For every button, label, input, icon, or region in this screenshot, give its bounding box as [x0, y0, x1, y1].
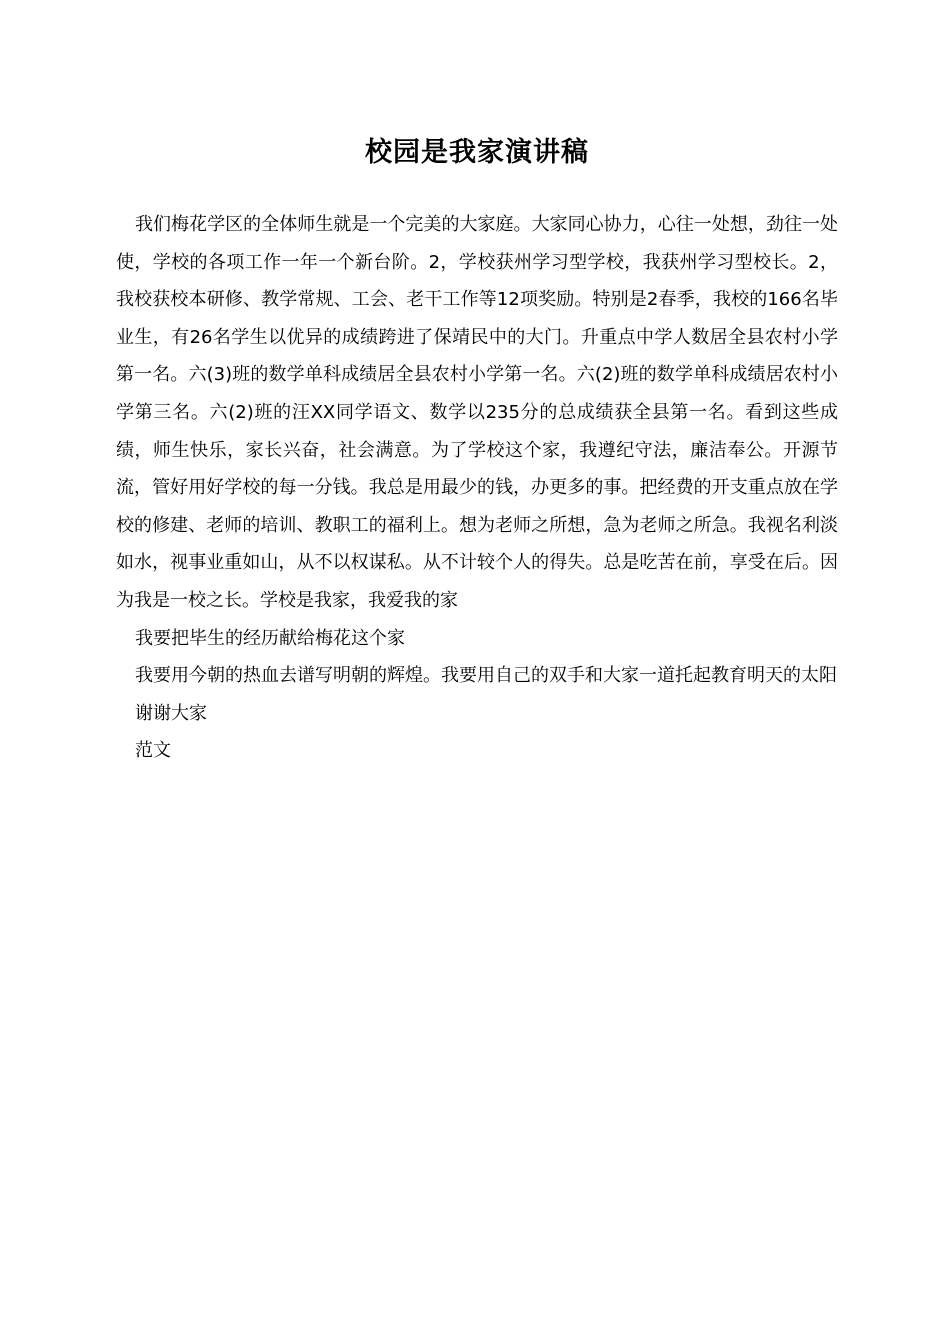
document-page [116, 0, 838, 1344]
paragraph-future: 我要用今朝的热血去谱写明朝的辉煌。我要用自己的双手和大家一道托起教育明天的太阳 [135, 665, 837, 687]
document-body [116, 206, 838, 770]
paragraph-thanks: 谢谢大家 [135, 702, 207, 724]
paragraph-achievements: 我们梅花学区的全体师生就是一个完美的大家庭。大家同心协力，心往一处想，劲往一处使，学校的各项工作一年一个新台阶。2，学校获州学习型学校，我获州学习型校长。2，我校获校本研修、教学常规、工会、老干工作等12项奖励。特别是2春季，我校的166名毕业生，有26名学生以优异的成绩跨进了保靖民中的大门。升重点中学人数居全县农村小学第一名。六(3)班的数学单科成绩居全县农村小学第一名。六(2)班的数学单科成绩居农村小学第三名。六(2)班的汪XX同学语文、数学以235分的总成绩获全县第一名。看到这些成绩，师生快乐，家长兴奋，社会满意。为了学校这个家，我遵纪守法，廉洁奉公。开源节流，管好用好学校的每一分钱。我总是用最少的钱，办更多的事。把经费的开支重点放在学校的修建、老师的培训、教职工的福利上。想为老师之所想，急为老师之所急。我视名利淡如水，视事业重如山，从不以权谋私。从不计较个人的得失。总是吃苦在前，享受在后。因为我是一校之长。学校是我家，我爱我的家 [116, 214, 838, 611]
paragraph-dedication: 我要把毕生的经历献给梅花这个家 [135, 627, 405, 649]
paragraph-sample-text: 范文 [135, 740, 171, 762]
document-title: 校园是我家演讲稿 [365, 137, 589, 168]
